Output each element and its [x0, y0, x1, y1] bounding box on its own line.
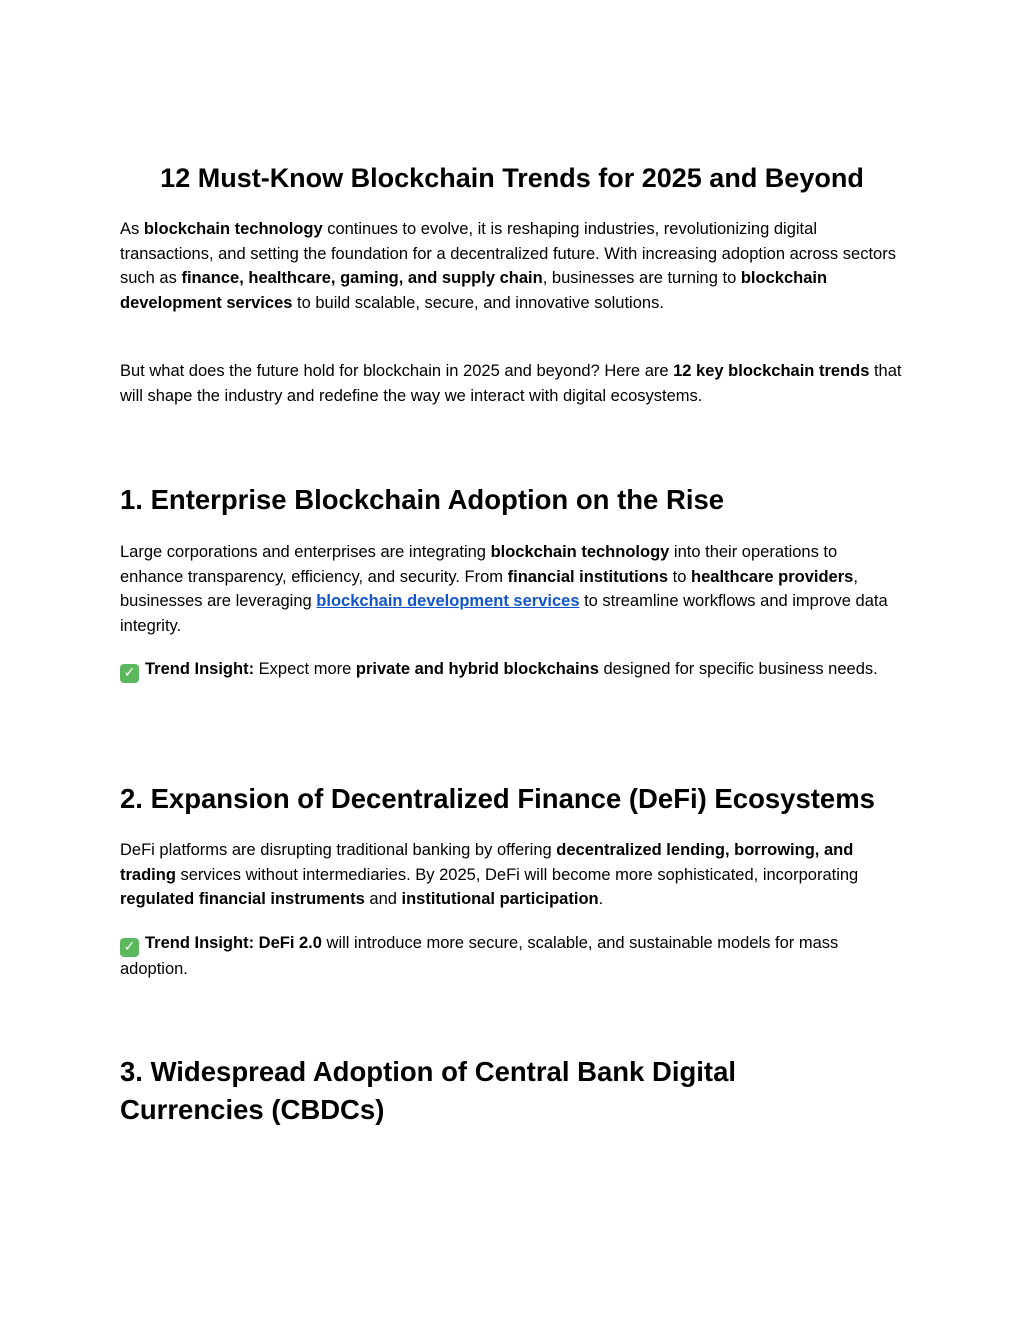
check-mark-icon: ✓ — [120, 664, 139, 683]
text-run: , businesses are turning to — [542, 269, 741, 287]
bold-text: 12 key blockchain trends — [673, 362, 870, 380]
text-run: services without intermediaries. By 2025, DeFi will become more sophisticated, incorporating — [175, 865, 859, 884]
bold-text: blockchain technology — [490, 543, 670, 561]
trend-insight-label: Trend Insight: DeFi 2.0 — [145, 934, 322, 952]
section-1-heading: 1. Enterprise Blockchain Adoption on the Rise — [120, 484, 725, 515]
bold-text: healthcare providers — [691, 567, 854, 586]
text-run: to build scalable, secure, and innovative solutions. — [292, 293, 664, 312]
text-run: Large corporations and enterprises are integrating — [120, 543, 491, 561]
text-run: into their operations to enhance transparency, efficiency, and security. From — [120, 543, 838, 586]
bold-text: blockchain technology — [143, 220, 323, 238]
text-run: and — [364, 890, 402, 908]
blockchain-development-services-link[interactable]: blockchain development services — [316, 592, 580, 610]
text-run: that will shape the industry and redefine the way we interact with digital ecosystems. — [120, 362, 902, 405]
text-run: to — [668, 567, 692, 586]
check-mark-icon: ✓ — [120, 938, 139, 957]
intro-paragraph-2 — [120, 359, 904, 408]
intro-paragraph-1 — [120, 217, 904, 315]
bold-text: private and hybrid blockchains — [355, 660, 599, 678]
text-run: to streamline workflows and improve data integrity. — [120, 592, 888, 635]
text-run: continues to evolve, it is reshaping industries, revolutionizing digital transactions, and setting the foundation for a decentralized future. With increasing adoption across sectors such as — [120, 220, 896, 287]
section-2-body — [120, 838, 904, 912]
text-run: . — [598, 890, 604, 908]
text-run: designed for specific business needs. — [598, 660, 878, 678]
section-2-trend-insight — [120, 931, 904, 982]
page-title: 12 Must-Know Blockchain Trends for 2025 and Beyond — [160, 163, 864, 193]
text-run: As — [120, 220, 144, 238]
trend-insight-label: Trend Insight: — [145, 660, 255, 678]
section-3-heading: 3. Widespread Adoption of Central Bank Digital Currencies (CBDCs) — [120, 1056, 737, 1125]
section-1-trend-insight — [120, 657, 904, 683]
text-run: DeFi platforms are disrupting traditional banking by offering — [120, 841, 557, 859]
text-run: But what does the future hold for blockchain in 2025 and beyond? Here are — [120, 362, 674, 380]
bold-text: decentralized lending, borrowing, and trading — [120, 841, 854, 884]
bold-text: blockchain development services — [120, 269, 828, 312]
section-1-body — [120, 540, 904, 638]
section-2-heading: 2. Expansion of Decentralized Finance (DeFi) Ecosystems — [120, 783, 875, 814]
bold-text: institutional participation — [401, 890, 599, 908]
text-run: will introduce more secure, scalable, and sustainable models for mass adoption. — [120, 934, 839, 978]
text-run: Expect more — [254, 660, 356, 678]
text-run: , businesses are leveraging — [120, 567, 858, 610]
bold-text: financial institutions — [507, 567, 669, 586]
bold-text: finance, healthcare, gaming, and supply chain — [181, 269, 543, 287]
bold-text: regulated financial instruments — [120, 890, 365, 908]
